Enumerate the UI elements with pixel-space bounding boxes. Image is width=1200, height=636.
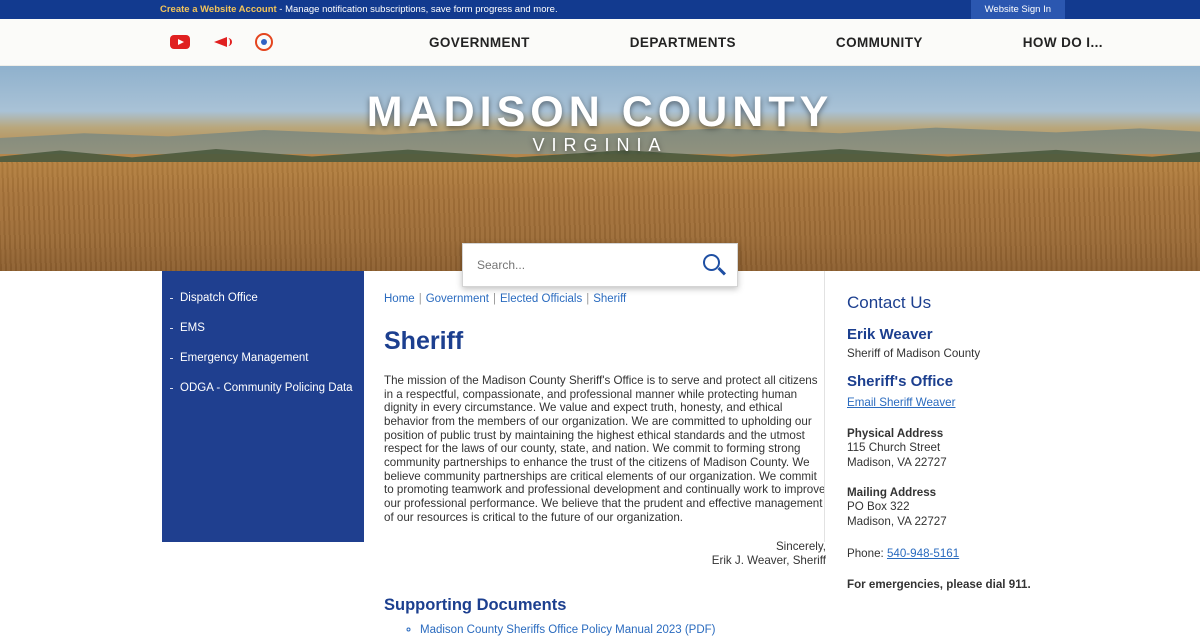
- sidebar-item-ems[interactable]: EMS: [162, 313, 364, 343]
- nav-link-group: [379, 35, 1153, 50]
- site-subtitle: VIRGINIA: [532, 135, 668, 155]
- sidebar-item-dispatch-office[interactable]: Dispatch Office: [162, 283, 364, 313]
- supporting-documents-list: [384, 624, 824, 636]
- search-bar: [462, 243, 738, 287]
- signoff-line-2: Erik J. Weaver, Sheriff: [711, 554, 826, 568]
- phone-row: [847, 547, 1180, 560]
- signoff-block: [384, 540, 826, 568]
- target-icon[interactable]: [254, 32, 274, 52]
- create-account-link[interactable]: Create a Website Account: [160, 4, 277, 15]
- hero-banner: [0, 66, 1200, 271]
- mailing-address-line-2: Madison, VA 22727: [847, 515, 947, 529]
- breadcrumb-government[interactable]: Government: [425, 293, 489, 305]
- sheriffs-office-heading: Sheriff's Office: [847, 373, 954, 390]
- contact-person-name: Erik Weaver: [847, 326, 933, 343]
- announcement-bar: [0, 0, 1200, 19]
- breadcrumb-elected-officials[interactable]: Elected Officials: [499, 293, 583, 305]
- email-sheriff-link[interactable]: Email Sheriff Weaver: [847, 396, 956, 409]
- notify-me-megaphone-icon[interactable]: [212, 32, 232, 52]
- contact-person-title: Sheriff of Madison County: [847, 347, 981, 360]
- breadcrumb-separator: |: [492, 293, 496, 305]
- signoff-line-1: Sincerely,: [775, 540, 826, 554]
- contact-us-heading: Contact Us: [847, 293, 932, 312]
- main-column: [364, 271, 826, 636]
- emergency-note: For emergencies, please dial 911.: [847, 578, 1031, 592]
- search-icon: [703, 254, 725, 276]
- phone-link[interactable]: 540-948-5161: [886, 547, 960, 561]
- sidebar-item-emergency-management[interactable]: Emergency Management: [162, 343, 364, 373]
- announcement-text: [160, 4, 558, 15]
- search-input[interactable]: [463, 258, 691, 272]
- breadcrumb-current: Sheriff: [593, 293, 627, 305]
- sidebar-item-odga-community-policing-data[interactable]: ODGA - Community Policing Data: [162, 373, 364, 403]
- nav-item-how-do-i[interactable]: HOW DO I...: [1022, 34, 1103, 50]
- physical-address-label: Physical Address: [847, 427, 944, 440]
- nav-item-departments[interactable]: DEPARTMENTS: [629, 34, 736, 50]
- physical-address-line-1: 115 Church Street: [847, 441, 941, 454]
- nav-item-government[interactable]: GOVERNMENT: [429, 34, 530, 50]
- social-icon-group: [170, 32, 274, 52]
- physical-address-line-2: Madison, VA 22727: [847, 456, 947, 470]
- list-item[interactable]: ◦ Madison County Sheriffs Office Policy Manual 2023 (PDF): [420, 624, 824, 636]
- youtube-icon[interactable]: [170, 32, 190, 52]
- supporting-documents-heading: Supporting Documents: [384, 596, 567, 615]
- nav-item-community[interactable]: COMMUNITY: [835, 34, 923, 50]
- website-signin-button[interactable]: Website Sign In: [971, 0, 1065, 19]
- contact-us-panel: [824, 271, 1180, 592]
- mission-statement: The mission of the Madison County Sheriff's Office is to serve and protect all citizens in a respectful, compassionate, and professional manner while protecting human dignity in every circumstance. We value and expect truth, honesty, and ethical behavior from the members of our organization. We are committed to upholding our position of public trust by maintaining the highest ethical standards and the utmost respect for the laws of our county, state, and nation. We commit to forming strong community partnerships to enhance the trust of the citizens of Madison County. We believe community partnerships are critical elements of our organization. We commit to promoting teamwork and professional development and continually work to improve our professional performance. We believe that the prudent and effective management of our resources is critical to the future of our organization.: [384, 374, 826, 524]
- search-button[interactable]: [691, 244, 737, 286]
- mailing-address-line-1: PO Box 322: [847, 500, 910, 514]
- main-navigation: [0, 19, 1200, 66]
- mailing-address-label: Mailing Address: [847, 486, 937, 500]
- site-title: MADISON COUNTY: [366, 88, 834, 136]
- page-title: Sheriff: [384, 327, 464, 355]
- breadcrumb-home[interactable]: Home: [384, 293, 415, 305]
- hero-title-block: [0, 88, 1200, 156]
- breadcrumb: [384, 293, 824, 305]
- phone-label: Phone:: [847, 547, 887, 561]
- breadcrumb-separator: |: [586, 293, 590, 305]
- sidebar-navigation: [162, 271, 364, 542]
- breadcrumb-separator: |: [418, 293, 422, 305]
- page-content: [0, 271, 1200, 636]
- announcement-rest: - Manage notification subscriptions, save form progress and more.: [276, 4, 558, 15]
